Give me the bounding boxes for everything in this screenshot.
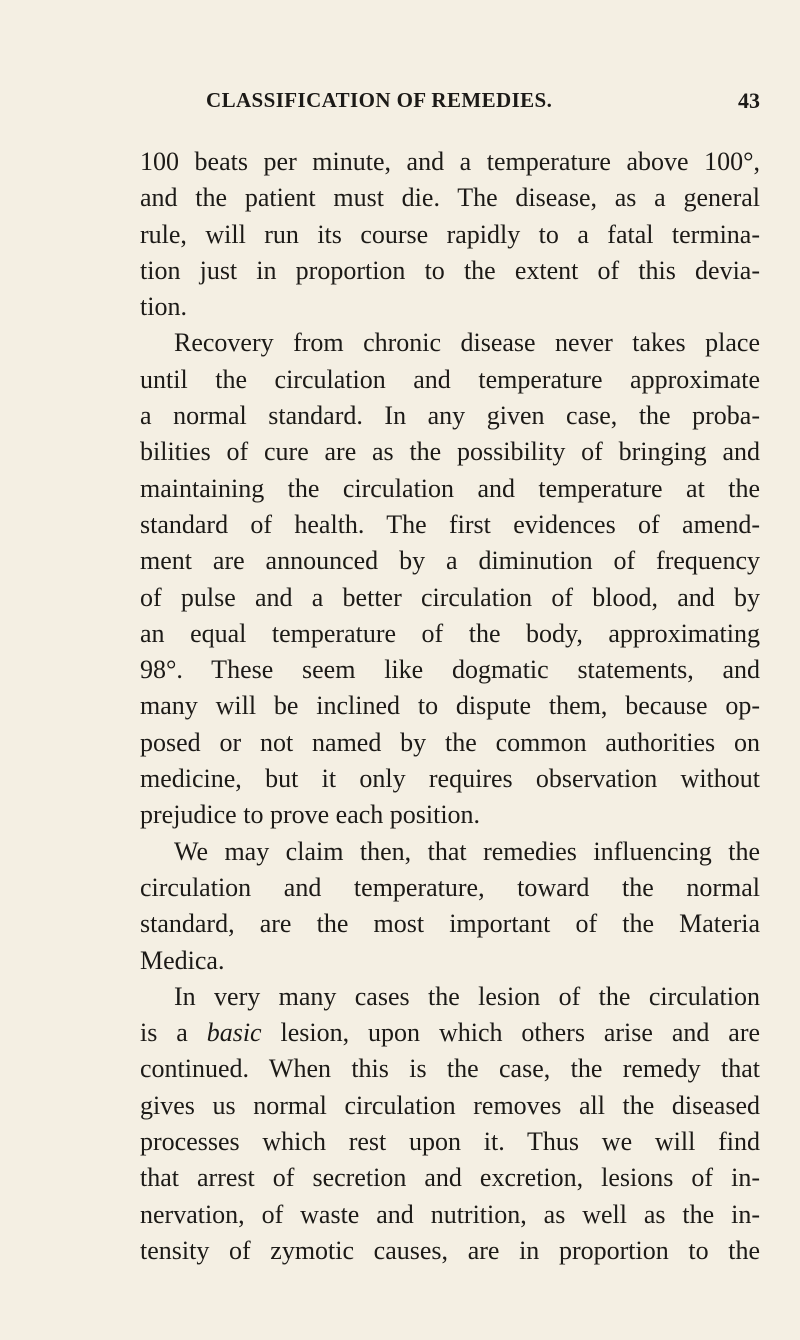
text-line: of pulse and a better circulation of blood, and by (140, 582, 760, 612)
text-line: tion. (140, 292, 187, 322)
text-line: In very many cases the lesion of the circulation (174, 981, 760, 1011)
text-line: nervation, of waste and nutrition, as well as the in- (140, 1199, 760, 1229)
text-line: rule, will run its course rapidly to a fatal termina- (140, 219, 760, 249)
text-line: standard of health. The first evidences of amend- (140, 509, 760, 539)
text-line: an equal temperature of the body, approximating (140, 618, 760, 648)
text-line: a normal standard. In any given case, the proba- (140, 401, 760, 431)
text-line: maintaining the circulation and temperature at the (140, 473, 760, 503)
text-line: 98°. These seem like dogmatic statements, and (140, 655, 760, 685)
italic-word: basic (206, 1018, 262, 1048)
text-line: medicine, but it only requires observation without (140, 764, 760, 794)
text-line: circulation and temperature, toward the normal (140, 872, 760, 902)
text-line: prejudice to prove each position. (140, 800, 481, 830)
text-line: tion just in proportion to the extent of this devia- (140, 255, 760, 285)
text-line: Medica. (140, 945, 225, 975)
text-line: and the patient must die. The disease, as a general (140, 183, 760, 213)
text-line: posed or not named by the common authorities on (140, 727, 760, 757)
text-line: standard, are the most important of the Materia (140, 909, 760, 939)
text-line: gives us normal circulation removes all the diseased (140, 1090, 760, 1120)
running-title: CLASSIFICATION OF REMEDIES. (206, 88, 553, 112)
text-line: until the circulation and temperature approximate (140, 364, 760, 394)
text-line (140, 1015, 760, 1051)
text-line: processes which rest upon it. Thus we will find (140, 1127, 760, 1157)
body-text (140, 144, 760, 1269)
text-line: 100 beats per minute, and a temperature above 100°, (140, 147, 760, 176)
text-line: tensity of zymotic causes, are in proportion to the (140, 1235, 760, 1265)
page-number: 43 (738, 88, 760, 113)
text-segment: is a (140, 1018, 188, 1048)
running-head (140, 88, 760, 118)
text-line: that arrest of secretion and excretion, lesions of in- (140, 1163, 760, 1193)
text-line: many will be inclined to dispute them, because op- (140, 691, 760, 721)
text-line: We may claim then, that remedies influencing the (174, 836, 760, 866)
text-line: continued. When this is the case, the remedy that (140, 1054, 760, 1084)
text-segment: lesion, upon which others arise and are (280, 1018, 761, 1048)
text-line: Recovery from chronic disease never takes place (174, 328, 760, 358)
text-line: bilities of cure are as the possibility of bringing and (140, 437, 760, 467)
text-line: ment are announced by a diminution of frequency (140, 546, 760, 576)
